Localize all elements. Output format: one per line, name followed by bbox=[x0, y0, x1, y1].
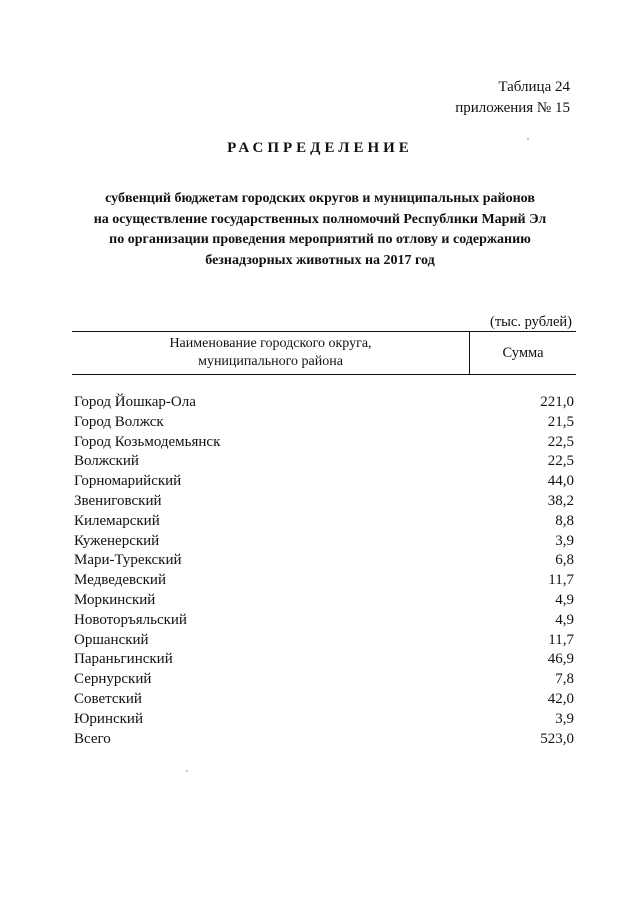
table-row bbox=[74, 472, 574, 492]
table-row bbox=[74, 492, 574, 512]
table-row bbox=[74, 413, 574, 433]
row-value: 46,9 bbox=[547, 651, 574, 668]
row-value: 22,5 bbox=[547, 453, 574, 470]
row-value: 11,7 bbox=[548, 631, 574, 648]
row-name: Сернурский bbox=[74, 671, 152, 688]
row-value: 4,9 bbox=[555, 591, 574, 608]
row-value: 6,8 bbox=[555, 552, 574, 569]
table-row bbox=[74, 571, 574, 591]
row-name: Куженерский bbox=[74, 532, 160, 549]
table-row bbox=[74, 670, 574, 690]
row-name: Город Козьмодемьянск bbox=[74, 433, 221, 450]
name-column-header bbox=[72, 332, 470, 374]
row-name: Моркинский bbox=[74, 591, 156, 608]
subtitle-line: по организации проведения мероприятий по отлову и содержанию bbox=[109, 232, 531, 247]
table-row bbox=[74, 532, 574, 552]
subtitle-line: безнадзорных животных на 2017 год bbox=[205, 252, 435, 268]
row-value: 3,9 bbox=[555, 532, 574, 549]
table-row bbox=[74, 551, 574, 571]
row-value: 8,8 bbox=[555, 512, 574, 529]
table-row bbox=[74, 611, 574, 631]
row-name: Всего bbox=[74, 730, 111, 747]
table-row bbox=[74, 710, 574, 730]
table-row bbox=[74, 433, 574, 453]
row-value: 3,9 bbox=[555, 710, 574, 727]
table-row bbox=[74, 512, 574, 532]
table-number: Таблица 24 bbox=[498, 79, 570, 95]
sum-column-header: Сумма bbox=[502, 344, 544, 361]
row-name: Оршанский bbox=[74, 631, 149, 648]
table-row bbox=[74, 631, 574, 651]
table-row bbox=[74, 730, 574, 750]
row-name: Звениговский bbox=[74, 492, 162, 509]
name-header-line: Наименование городского округа, bbox=[169, 336, 372, 351]
table-header bbox=[72, 331, 576, 375]
name-header-line: муниципального района bbox=[198, 354, 343, 369]
row-name: Мари-Турекский bbox=[74, 552, 182, 569]
unit-note: (тыс. рублей) bbox=[490, 314, 572, 330]
row-name: Медведевский bbox=[74, 572, 166, 589]
row-name: Новоторъяльский bbox=[74, 611, 187, 628]
row-value: 22,5 bbox=[547, 433, 574, 450]
row-value: 4,9 bbox=[555, 611, 574, 628]
row-name: Советский bbox=[74, 690, 142, 707]
subtitle-line: на осуществление государственных полномочий Республики Марий Эл bbox=[93, 211, 547, 227]
scan-speck bbox=[186, 770, 188, 772]
row-value: 42,0 bbox=[547, 690, 574, 707]
table-row bbox=[74, 690, 574, 710]
row-name: Город Волжск bbox=[74, 413, 164, 430]
row-value: 11,7 bbox=[548, 572, 574, 589]
row-value: 44,0 bbox=[547, 473, 574, 490]
row-value: 221,0 bbox=[540, 394, 574, 410]
table-row bbox=[74, 591, 574, 611]
row-name: Юринский bbox=[74, 710, 143, 727]
row-value: 38,2 bbox=[547, 492, 574, 509]
subtitle-line: субвенций бюджетам городских округов и муниципальных районов bbox=[105, 191, 535, 206]
document-subtitle bbox=[60, 189, 580, 271]
row-name: Горномарийский bbox=[74, 473, 182, 490]
row-name: Город Йошкар-Ола bbox=[74, 394, 196, 410]
table-row bbox=[74, 393, 574, 413]
table-reference bbox=[455, 77, 570, 119]
appendix-label: приложения № 15 bbox=[455, 100, 570, 116]
row-value: 523,0 bbox=[540, 730, 574, 747]
scan-speck bbox=[527, 138, 529, 140]
row-value: 21,5 bbox=[547, 413, 574, 430]
table-row bbox=[74, 452, 574, 472]
table-row bbox=[74, 650, 574, 670]
row-name: Килемарский bbox=[74, 512, 160, 529]
row-name: Волжский bbox=[74, 453, 139, 470]
table-body bbox=[74, 393, 574, 749]
document-title: РАСПРЕДЕЛЕНИЕ bbox=[227, 140, 413, 156]
row-value: 7,8 bbox=[555, 671, 574, 688]
row-name: Параньгинский bbox=[74, 651, 173, 668]
